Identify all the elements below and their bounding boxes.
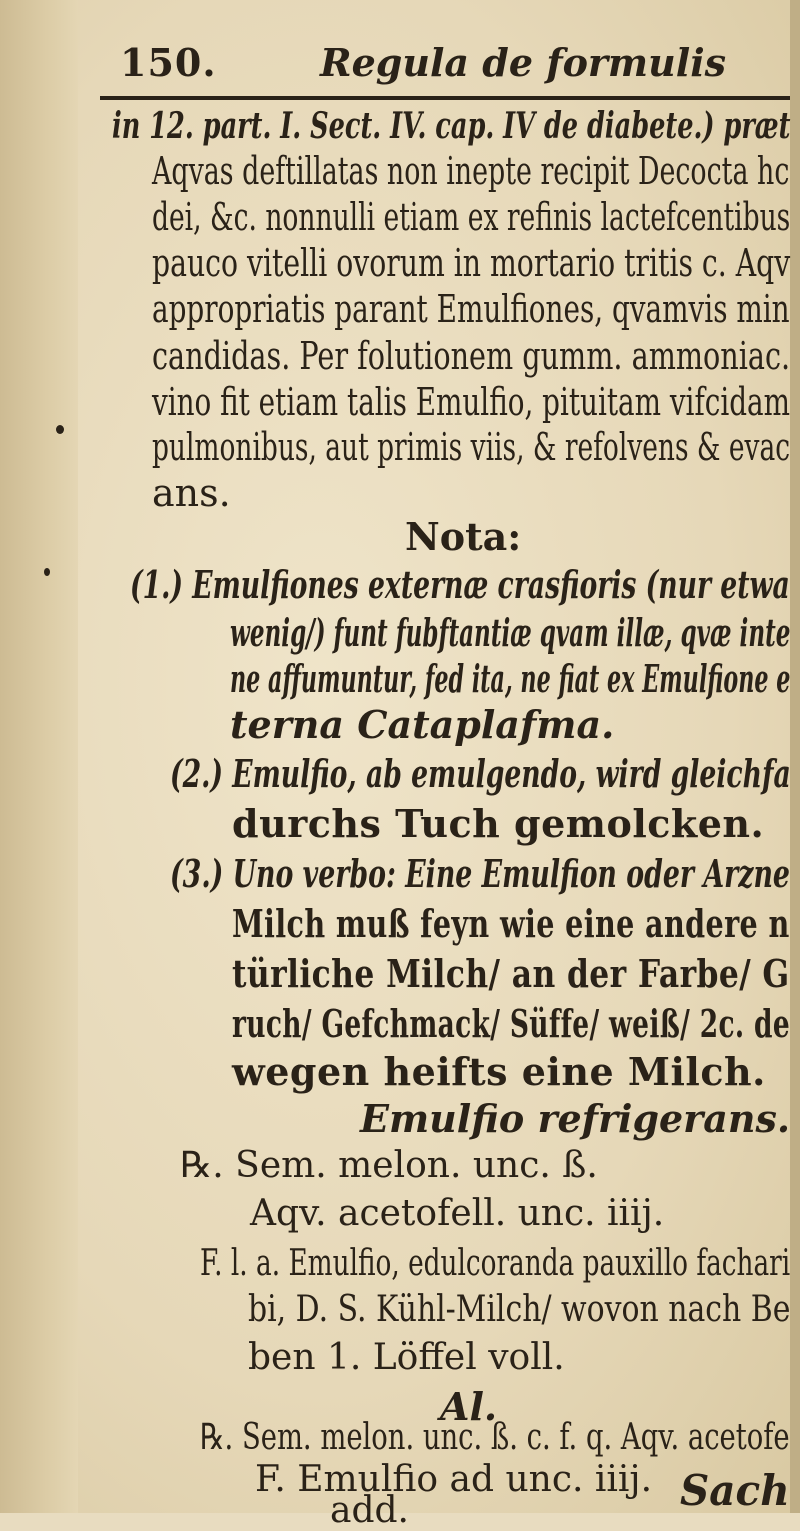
recipe-line: F. Emulfio ad unc. iiij. xyxy=(255,1459,653,1500)
text-line: vino fit etiam talis Emulfio, pituitam vifcidam xyxy=(152,380,790,424)
recipe-line: ℞. Sem. melon. unc. ß. c. f. q. Aqv. acetofe xyxy=(200,1417,790,1458)
recipe-line: bi, D. S. Kühl-Milch/ wovon nach Be xyxy=(248,1289,791,1330)
text-line: candidas. Per folutionem gumm. ammoniac. xyxy=(152,334,791,378)
text-line: wenig/) funt fubftantiæ qvam illæ, qvæ inte xyxy=(230,610,791,655)
recipe-line: Aqv. acetofell. unc. iiij. xyxy=(250,1193,665,1234)
text-line: terna Cataplafma. xyxy=(230,702,615,747)
recipe-line: F. l. a. Emulfio, edulcoranda pauxillo fachari xyxy=(200,1243,791,1284)
recipe-line: ℞. Sem. melon. unc. ß. xyxy=(180,1145,598,1186)
text-line: Milch muß feyn wie eine andere n xyxy=(232,901,790,946)
text-line: ruch/ Gefchmack/ Süffe/ weiß/ 2c. de xyxy=(232,1001,791,1046)
text-line: durchs Tuch gemolcken. xyxy=(232,801,765,846)
text-line: dei, &c. nonnulli etiam ex refinis lactefcentibus xyxy=(152,195,791,239)
page-edge-shadow xyxy=(790,0,800,1513)
recipe-line: add. xyxy=(330,1490,409,1531)
text-line: (3.) Uno verbo: Eine Emulfion oder Arzne xyxy=(170,851,790,896)
text-line: ans. xyxy=(152,471,231,515)
page-number: 150. xyxy=(120,40,217,85)
ink-spot xyxy=(44,568,50,576)
recipe-line: ben 1. Löffel voll. xyxy=(248,1337,565,1378)
catchword: Sach xyxy=(680,1466,790,1515)
text-line: türliche Milch/ an der Farbe/ G xyxy=(232,951,790,996)
running-title: Regula de formulis xyxy=(320,40,727,85)
text-line: pauco vitelli ovorum in mortario tritis c. Aqv xyxy=(152,241,791,285)
text-line: Aqvas deftillatas non inepte recipit Decocta hc xyxy=(152,149,790,193)
text-line: (2.) Emulfio, ab emulgendo, wird gleichfa xyxy=(170,751,791,796)
recipe-title: Emulfio refrigerans. xyxy=(360,1096,791,1141)
alternative-marker: Al. xyxy=(440,1384,498,1429)
text-line: ne affumuntur, fed ita, ne fiat ex Emulfione e xyxy=(230,656,791,701)
running-head xyxy=(110,40,790,88)
text-line: (1.) Emulfiones externæ crasfioris (nur etwa xyxy=(130,562,790,607)
text-line: appropriatis parant Emulfiones, qvamvis min xyxy=(152,287,790,331)
ink-spot xyxy=(56,425,64,434)
facing-page-edge xyxy=(0,0,78,1513)
text-line: pulmonibus, aut primis viis, & refolvens & evac xyxy=(152,425,791,469)
header-rule xyxy=(100,96,790,100)
nota-heading: Nota: xyxy=(405,514,522,559)
text-line: in 12. part. I. Sect. IV. cap. IV de diabete.) præt xyxy=(112,105,791,147)
text-line: wegen heifts eine Milch. xyxy=(232,1049,766,1094)
